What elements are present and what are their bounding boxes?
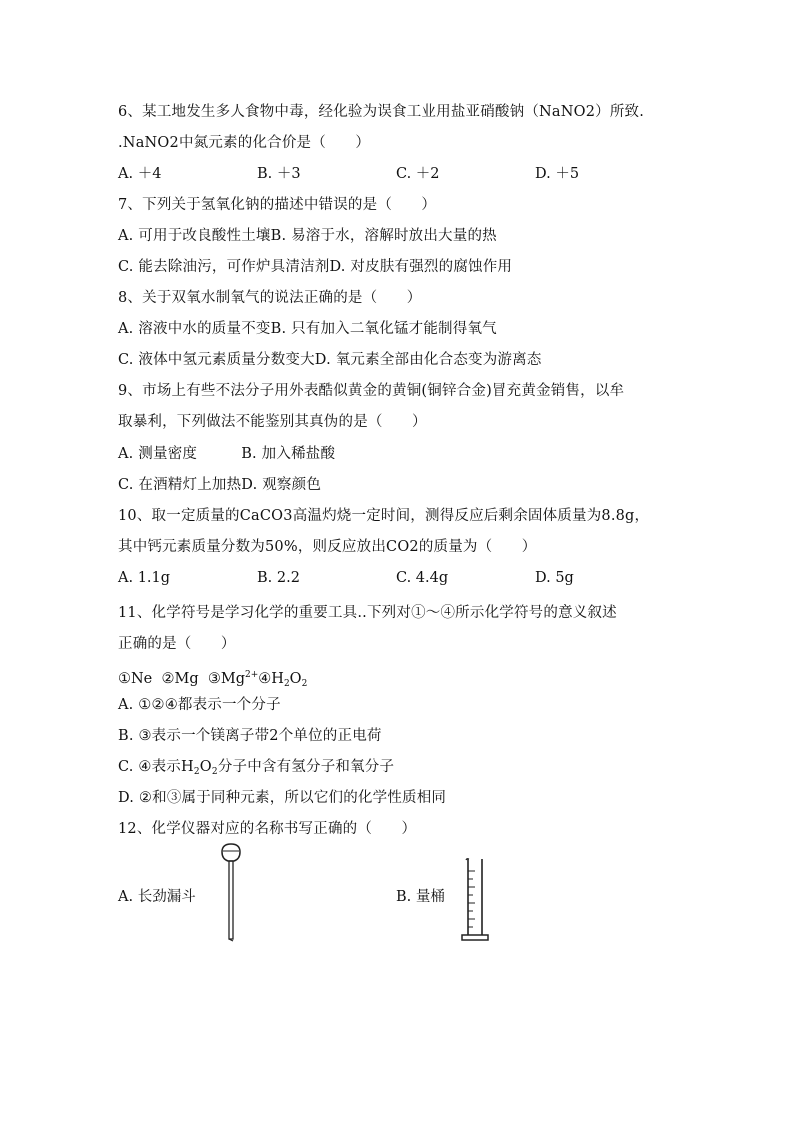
q11-option-c: C. ④表示$H_2O_2$分子中含有氢分子和氧分子	[118, 759, 395, 777]
q7-stem: 7、下列关于氢氧化钠的描述中错误的是（ ）	[118, 197, 437, 213]
q11-symbol-1: ①Ne	[118, 671, 153, 687]
q6-option-d: D. ＋5	[535, 166, 580, 182]
q7-options-ab: A. 可用于改良酸性土壤B. 易溶于水，溶解时放出大量的热	[118, 228, 497, 244]
q7-options-cd: C. 能去除油污，可作炉具清洁剂D. 对皮肤有强烈的腐蚀作用	[118, 259, 513, 275]
q8-options-ab: A. 溶液中水的质量不变B. 只有加入二氧化锰才能制得氧气	[118, 321, 497, 337]
q9-options-ab: A. 测量密度 B. 加入稀盐酸	[118, 446, 336, 462]
q12-stem: 12、化学仪器对应的名称书写正确的（ ）	[118, 821, 417, 837]
q10-option-c: C. 4.4g	[396, 570, 449, 586]
q10-option-a: A. 1.1g	[118, 570, 171, 586]
q6-stem-line1: 6、某工地发生多人食物中毒，经化验为误食工业用盐亚硝酸钠（NaNO2）所致.	[118, 104, 645, 120]
q10-stem-line1: 10、取一定质量的CaCO3高温灼烧一定时间，测得反应后剩余固体质量为8.8g，	[118, 508, 650, 524]
q8-stem: 8、关于双氧水制氧气的说法正确的是（ ）	[118, 290, 422, 306]
long-neck-funnel-icon	[218, 842, 246, 944]
q9-stem-line2: 取暴利，下列做法不能鉴别其真伪的是（ ）	[118, 414, 427, 430]
q11-option-a: A. ①②④都表示一个分子	[118, 697, 281, 713]
q8-options-cd: C. 液体中氢元素质量分数变大D. 氧元素全部由化合态变为游离态	[118, 352, 542, 368]
q11-symbols	[118, 665, 307, 694]
q11-option-d: D. ②和③属于同种元素，所以它们的化学性质相同	[118, 790, 447, 806]
q11-option-b: B. ③表示一个镁离子带2个单位的正电荷	[118, 728, 382, 744]
q10-option-b: B. 2.2	[257, 570, 300, 586]
q6-option-b: B. ＋3	[257, 166, 301, 182]
q10-option-d: D. 5g	[535, 570, 574, 586]
q6-option-c: C. ＋2	[396, 166, 440, 182]
q11-symbol-2: ②Mg	[161, 671, 199, 687]
q9-options-cd: C. 在酒精灯上加热D. 观察颜色	[118, 477, 322, 493]
q11-symbol-4: $④H_2O_2$	[258, 671, 308, 689]
graduated-cylinder-icon	[458, 857, 490, 943]
q6-stem-line2: .NaNO2中氮元素的化合价是（ ）	[118, 135, 371, 151]
q10-stem-line2: 其中钙元素质量分数为50%，则反应放出CO2的质量为（ ）	[118, 539, 537, 555]
q11-stem-line2: 正确的是（ ）	[118, 636, 236, 652]
q6-option-a: A. ＋4	[118, 166, 162, 182]
q11-symbol-3: $③Mg^{2+}$	[207, 670, 259, 687]
q12-option-a: A. 长劲漏斗	[118, 889, 196, 905]
q11-stem-line1: 11、化学符号是学习化学的重要工具..下列对①～④所示化学符号的意义叙述	[118, 605, 617, 621]
q9-stem-line1: 9、市场上有些不法分子用外表酷似黄金的黄铜(铜锌合金)冒充黄金销售，以牟	[118, 383, 625, 399]
q12-option-b: B. 量桶	[396, 889, 445, 905]
